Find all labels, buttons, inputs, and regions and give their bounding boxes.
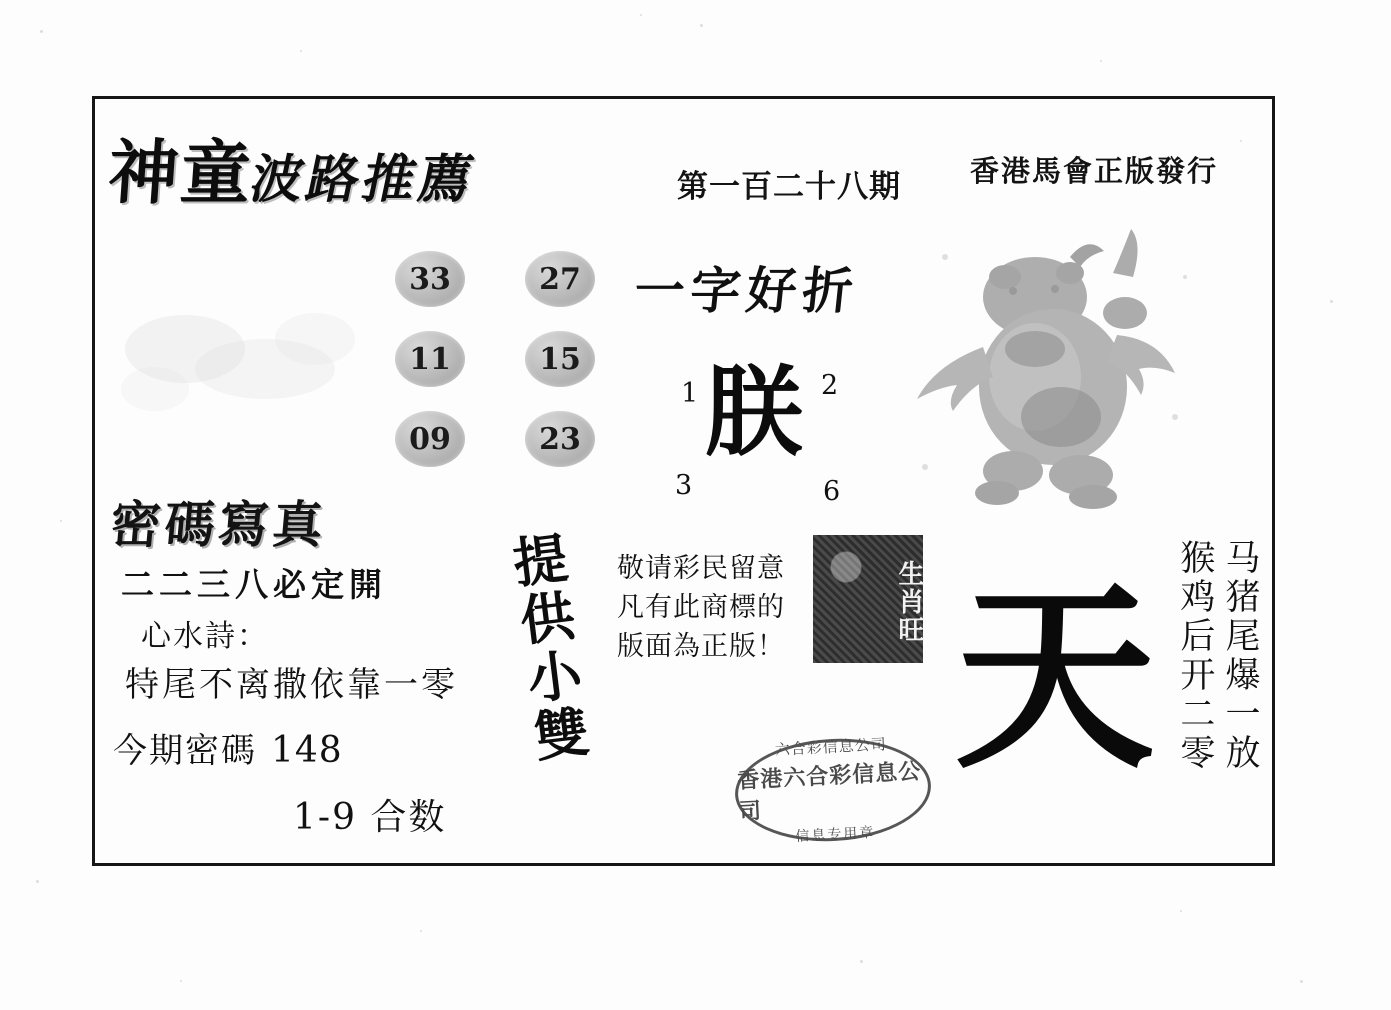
poem-label: 心水詩： (141, 619, 269, 654)
notice-line-1: 敬请彩民留意 (617, 553, 785, 584)
feature-big-character: 朕 (705, 355, 804, 470)
offer-vertical-text: 提供小雙 (509, 525, 593, 770)
code-value: 148 (271, 730, 343, 771)
zodiac-columns (1176, 539, 1258, 773)
ball-5: 15 (525, 331, 595, 387)
brand-title (105, 117, 480, 218)
secret-subtitle: 二二三八必定開 (121, 565, 387, 604)
square-seal-stamp: 生肖旺 (813, 535, 923, 663)
sum-line: 1-9 合数 (293, 797, 447, 838)
feature-phrase: 一字好折 (631, 261, 862, 320)
giant-character: 天 (955, 561, 1156, 796)
poem-line: 特尾不离撒依靠一零 (125, 665, 458, 705)
notice-line-2: 凡有此商標的 (617, 592, 785, 624)
corner-number-top-left: 1 (681, 378, 699, 409)
deity-illustration (885, 217, 1215, 537)
zodiac-column-1: 马猪尾爆一放 (1220, 539, 1260, 773)
ball-1: 33 (395, 251, 465, 307)
corner-number-bottom-left: 3 (675, 470, 693, 501)
notice-line-3: 版面為正版！ (617, 631, 785, 663)
background-smudge (115, 289, 365, 429)
oval-seal-top-text: 六合彩信息公司 (774, 735, 888, 759)
zodiac-column-2: 猴鸡后开二零 (1174, 539, 1215, 773)
corner-number-bottom-right: 6 (823, 476, 841, 507)
official-note: 香港馬會正版發行 (969, 154, 1218, 188)
ball-4: 27 (525, 251, 595, 307)
oval-seal-main-text: 香港六合彩信息公司 (736, 758, 922, 825)
code-line (113, 723, 343, 772)
corner-number-top-right: 2 (821, 370, 839, 401)
authenticity-notice (617, 549, 785, 666)
feature-character-block (675, 355, 855, 514)
number-balls (375, 251, 615, 501)
issue-number: 第一百二十八期 (677, 169, 901, 205)
brand-title-part1: 神童 (105, 131, 256, 214)
poster-sheet (92, 96, 1275, 866)
ball-2: 11 (395, 331, 465, 387)
oval-seal-bottom-text: 信息专用章 (794, 824, 876, 846)
secret-title: 密碼寫真 (108, 495, 330, 554)
code-label: 今期密碼 (113, 731, 257, 771)
ball-6: 23 (525, 411, 595, 467)
brand-title-part2: 波路推薦 (245, 149, 482, 210)
oval-seal-stamp (732, 734, 933, 846)
ball-3: 09 (395, 411, 465, 467)
